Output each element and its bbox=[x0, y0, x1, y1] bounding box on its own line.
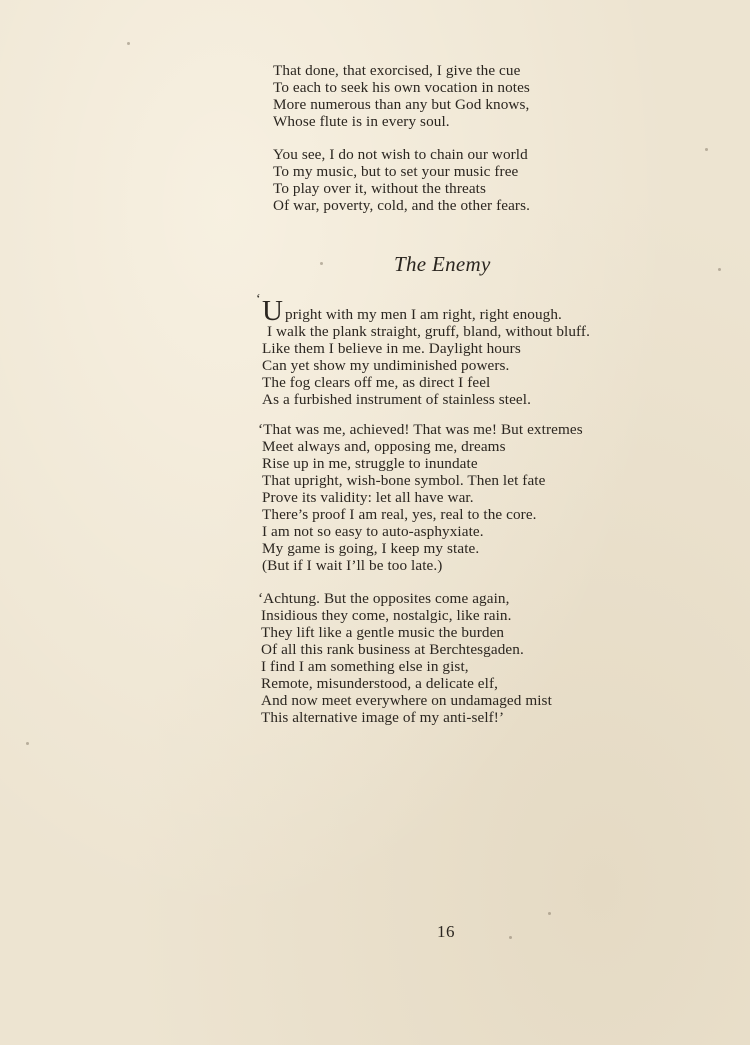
verse-line-first bbox=[262, 295, 590, 327]
opening-quote-mark: ‘ bbox=[256, 292, 261, 307]
stanza bbox=[258, 421, 583, 574]
verse-line: Rise up in me, struggle to inundate bbox=[262, 455, 478, 472]
verse-line: More numerous than any but God knows, bbox=[273, 96, 530, 113]
verse-line: You see, I do not wish to chain our world bbox=[273, 146, 528, 163]
verse-line: Can yet show my undiminished powers. bbox=[262, 357, 510, 374]
verse-line: This alternative image of my anti-self!’ bbox=[261, 709, 505, 726]
verse-line: Prove its validity: let all have war. bbox=[262, 489, 474, 506]
verse-line: The fog clears off me, as direct I feel bbox=[262, 374, 491, 391]
verse-line: Remote, misunderstood, a delicate elf, bbox=[261, 675, 499, 692]
stanza bbox=[273, 146, 530, 214]
verse-line: Like them I believe in me. Daylight hours bbox=[262, 340, 521, 357]
paper-speck bbox=[509, 936, 512, 939]
verse-line: There’s proof I am real, yes, real to the core. bbox=[262, 506, 537, 523]
verse-line: ‘Achtung. But the opposites come again, bbox=[258, 590, 510, 607]
verse-line: Of all this rank business at Berchtesgaden. bbox=[261, 641, 524, 658]
verse-line: Of war, poverty, cold, and the other fears. bbox=[273, 197, 530, 214]
verse-line: I am not so easy to auto-asphyxiate. bbox=[262, 523, 484, 540]
paper-speck bbox=[26, 742, 29, 745]
verse-line: To each to seek his own vocation in notes bbox=[273, 79, 530, 96]
verse-line: That done, that exorcised, I give the cue bbox=[273, 62, 521, 79]
verse-line: (But if I wait I’ll be too late.) bbox=[262, 557, 443, 574]
page-number: 16 bbox=[437, 922, 455, 941]
paper-speck bbox=[320, 262, 323, 265]
verse-line: They lift like a gentle music the burden bbox=[261, 624, 505, 641]
paper-speck bbox=[705, 148, 708, 151]
stanza bbox=[256, 292, 590, 408]
verse-line: ‘That was me, achieved! That was me! But extremes bbox=[258, 421, 583, 438]
stanza bbox=[258, 590, 552, 726]
paper-speck bbox=[548, 912, 551, 915]
paper-speck bbox=[718, 268, 721, 271]
verse-line: And now meet everywhere on undamaged mist bbox=[261, 692, 552, 709]
verse-line: Meet always and, opposing me, dreams bbox=[262, 438, 506, 455]
verse-line: My game is going, I keep my state. bbox=[262, 540, 480, 557]
drop-cap: U bbox=[262, 295, 284, 327]
verse-line: I find I am something else in gist, bbox=[261, 658, 469, 675]
verse-line: Whose flute is in every soul. bbox=[273, 113, 450, 130]
paper-speck bbox=[127, 42, 130, 45]
verse-line-text: pright with my men I am right, right enough. bbox=[285, 306, 562, 323]
poem-title: The Enemy bbox=[394, 252, 491, 276]
verse-line: To my music, but to set your music free bbox=[273, 163, 519, 180]
verse-line: I walk the plank straight, gruff, bland, without bluff. bbox=[267, 323, 590, 340]
verse-line: That upright, wish-bone symbol. Then let fate bbox=[262, 472, 546, 489]
verse-line: Insidious they come, nostalgic, like rain. bbox=[261, 607, 512, 624]
stanza bbox=[273, 62, 530, 130]
verse-line: To play over it, without the threats bbox=[273, 180, 487, 197]
verse-line: As a furbished instrument of stainless steel. bbox=[262, 391, 531, 408]
